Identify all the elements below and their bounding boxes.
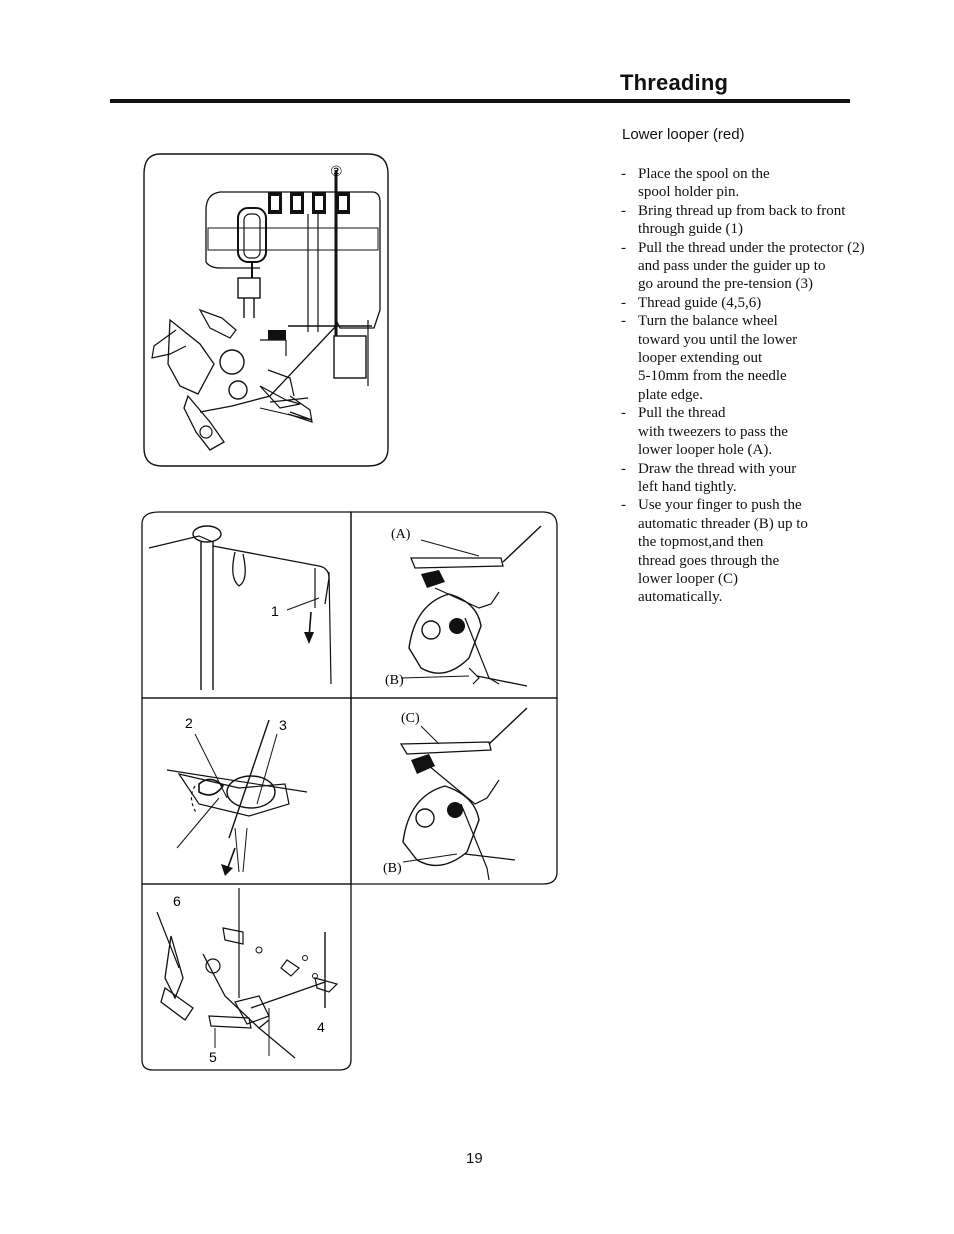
step-line: thread goes through the <box>638 552 780 569</box>
label-a: (A) <box>391 527 411 542</box>
step-line: Place the spool on the <box>638 166 770 182</box>
step-line: Bring thread up from back to front <box>638 202 846 219</box>
step-line: Thread guide (4,5,6) <box>638 294 762 311</box>
step-line: Use your finger to push the <box>638 497 802 514</box>
step-line: with tweezers to pass the <box>638 423 788 440</box>
step-line: plate edge. <box>638 386 703 403</box>
instruction-list <box>621 165 921 607</box>
guide-4-label: 4 <box>317 1019 325 1035</box>
instruction-step: - Bring thread up from back to front through guide (1) <box>621 202 846 238</box>
step-line: Pull the thread <box>638 405 726 422</box>
step-line: automatic threader (B) up to <box>638 515 808 532</box>
callout-2: ② <box>330 165 343 180</box>
page-title: Threading <box>620 70 729 95</box>
step-line: Draw the thread with your <box>638 460 797 477</box>
step-line: lower looper (C) <box>638 570 738 587</box>
step-line: go around the pre-tension (3) <box>638 276 813 293</box>
instruction-step: - Pull the thread with tweezers to pass the lower looper hole (A). <box>621 405 788 459</box>
step-line: Pull the thread under the protector (2) <box>638 239 865 256</box>
step-line: through guide (1) <box>638 221 743 238</box>
instruction-step: - Use your finger to push the automatic threader (B) up to the topmost,and then thread goes through the lower looper (C) automatically. <box>621 497 808 606</box>
label-b-top: (B) <box>385 673 404 688</box>
instruction-step: - Thread guide (4,5,6) <box>621 294 762 311</box>
step-line: Turn the balance wheel <box>638 313 778 330</box>
step-line: left hand tightly. <box>638 478 737 495</box>
page-number: 19 <box>466 1150 483 1167</box>
step-line: 5-10mm from the needle <box>638 368 787 385</box>
step-line: looper extending out <box>638 350 763 367</box>
detail-figures-grid <box>139 508 564 1076</box>
overview-threading-figure <box>140 150 392 470</box>
instruction-step: - Draw the thread with your left hand tightly. <box>621 460 797 495</box>
step-line: automatically. <box>638 589 723 606</box>
title-rule <box>110 99 850 103</box>
step-line: the topmost,and then <box>638 534 764 551</box>
step-line: lower looper hole (A). <box>638 442 773 459</box>
label-b-bottom: (B) <box>383 861 402 876</box>
step-line: and pass under the guider up to <box>638 258 826 275</box>
step-line: spool holder pin. <box>638 184 740 201</box>
guide-1-label: 1 <box>271 603 279 619</box>
instruction-step: - Place the spool on the spool holder pin. <box>621 166 770 201</box>
label-c: (C) <box>401 711 420 726</box>
instruction-step: - Turn the balance wheel toward you until the lower looper extending out 5-10mm from the needle plate edge. <box>621 313 798 403</box>
section-subtitle: Lower looper (red) <box>622 126 745 143</box>
guide-5-label: 5 <box>209 1049 217 1065</box>
guide-6-label: 6 <box>173 893 181 909</box>
instruction-step: - Pull the thread under the protector (2) and pass under the guider up to go around the pre-tension (3) <box>621 239 865 293</box>
guide-2-label: 2 <box>185 715 193 731</box>
step-line: toward you until the lower <box>638 331 798 348</box>
guide-3-label: 3 <box>279 717 287 733</box>
